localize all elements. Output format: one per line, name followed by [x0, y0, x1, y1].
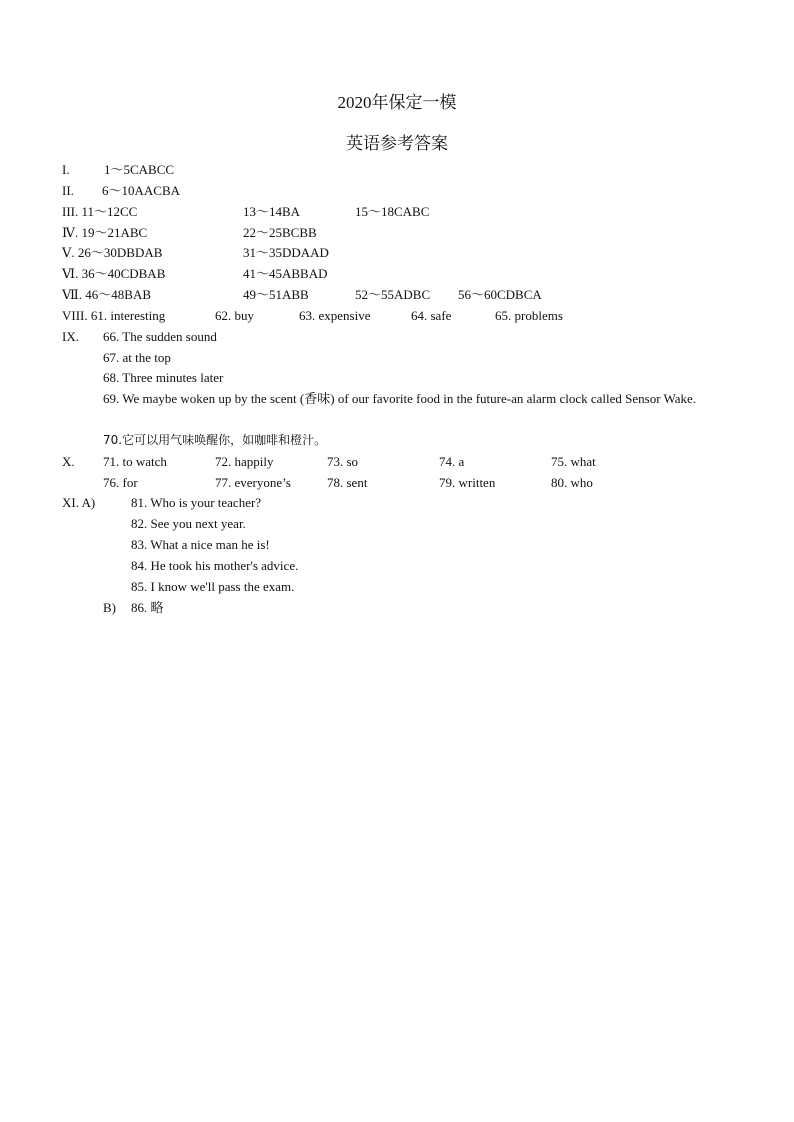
answer-82: 82. See you next year. — [131, 516, 246, 531]
answer-67-row — [0, 347, 794, 368]
section-7-answer-c: 52～55ADBC — [355, 287, 431, 302]
section-11-b-label: B) — [103, 600, 116, 615]
section-4-row — [0, 222, 794, 243]
section-5-answer-b: 31～35DDAAD — [243, 245, 329, 260]
answer-78: 78. sent — [327, 475, 368, 490]
section-1-label: I. — [62, 162, 70, 177]
section-6-answer-b: 41～45ABBAD — [243, 266, 328, 281]
answer-77: 77. everyone’s — [215, 475, 291, 490]
answer-81: 81. Who is your teacher? — [131, 495, 262, 510]
page-title: 2020年保定一模 — [337, 93, 457, 112]
section-2-row — [0, 180, 794, 201]
section-3-label: III. 11～12CC — [62, 204, 138, 219]
section-11-b-row — [0, 597, 794, 618]
section-8-answer-c: 63. expensive — [299, 308, 371, 323]
section-8-answer-e: 65. problems — [495, 308, 563, 323]
section-5-label: Ⅴ. 26～30DBDAB — [62, 245, 163, 260]
answer-76: 76. for — [103, 475, 138, 490]
section-1-answer-a: 1～5CABCC — [104, 162, 175, 177]
section-2-answer-a: 6～10AACBA — [102, 183, 181, 198]
section-1-row — [0, 159, 794, 180]
section-3-answer-b: 13～14BA — [243, 204, 301, 219]
answer-68: 68. Three minutes later — [103, 370, 224, 385]
section-3-row — [0, 201, 794, 222]
answer-80: 80. who — [551, 475, 593, 490]
section-4-answer-b: 22～25BCBB — [243, 225, 317, 240]
answer-68-row — [0, 367, 794, 388]
answer-73: 73. so — [327, 454, 359, 469]
answer-79: 79. written — [439, 475, 496, 490]
section-7-answer-b: 49～51ABB — [243, 287, 309, 302]
answer-84-row — [0, 555, 794, 576]
section-4-label: Ⅳ. 19～21ABC — [62, 225, 148, 240]
answer-85-row — [0, 576, 794, 597]
answer-86: 86. 略 — [131, 600, 164, 615]
section-9-label: IX. — [62, 329, 79, 344]
section-11-row — [0, 492, 794, 513]
section-7-label: Ⅶ. 46～48BAB — [62, 287, 152, 302]
answer-70: 70.它可以用气味唤醒你，如咖啡和橙汁。 — [103, 433, 327, 447]
section-10-row-1 — [0, 451, 794, 472]
answer-83-row — [0, 534, 794, 555]
section-9-row — [0, 326, 794, 347]
section-10-label: X. — [62, 454, 75, 469]
answer-66: 66. The sudden sound — [103, 329, 217, 344]
answer-71: 71. to watch — [103, 454, 167, 469]
answer-85: 85. I know we'll pass the exam. — [131, 579, 295, 594]
answer-72: 72. happily — [215, 454, 274, 469]
answer-74: 74. a — [439, 454, 465, 469]
answer-67: 67. at the top — [103, 350, 171, 365]
section-11-label: XI. A) — [62, 495, 96, 510]
section-8-label: VIII. 61. interesting — [62, 308, 166, 323]
section-7-row — [0, 284, 794, 305]
section-6-label: Ⅵ. 36～40CDBAB — [62, 266, 166, 281]
section-6-row — [0, 263, 794, 284]
answer-70-row — [0, 430, 794, 451]
section-7-answer-d: 56～60CDBCA — [458, 287, 542, 302]
answer-75: 75. what — [551, 454, 596, 469]
answer-69: 69. We maybe woken up by the scent (香味) of our favorite food in the future-an alarm clock called Sensor Wake. — [103, 391, 697, 406]
section-8-answer-b: 62. buy — [215, 308, 254, 323]
section-2-label: II. — [62, 183, 74, 198]
section-8-answer-d: 64. safe — [411, 308, 452, 323]
page-subtitle: 英语参考答案 — [346, 134, 448, 153]
answer-84: 84. He took his mother's advice. — [131, 558, 299, 573]
section-10-row-2 — [0, 472, 794, 493]
section-3-answer-c: 15～18CABC — [355, 204, 430, 219]
section-5-row — [0, 242, 794, 263]
answer-82-row — [0, 513, 794, 534]
answer-83: 83. What a nice man he is! — [131, 537, 270, 552]
section-8-row — [0, 305, 794, 326]
